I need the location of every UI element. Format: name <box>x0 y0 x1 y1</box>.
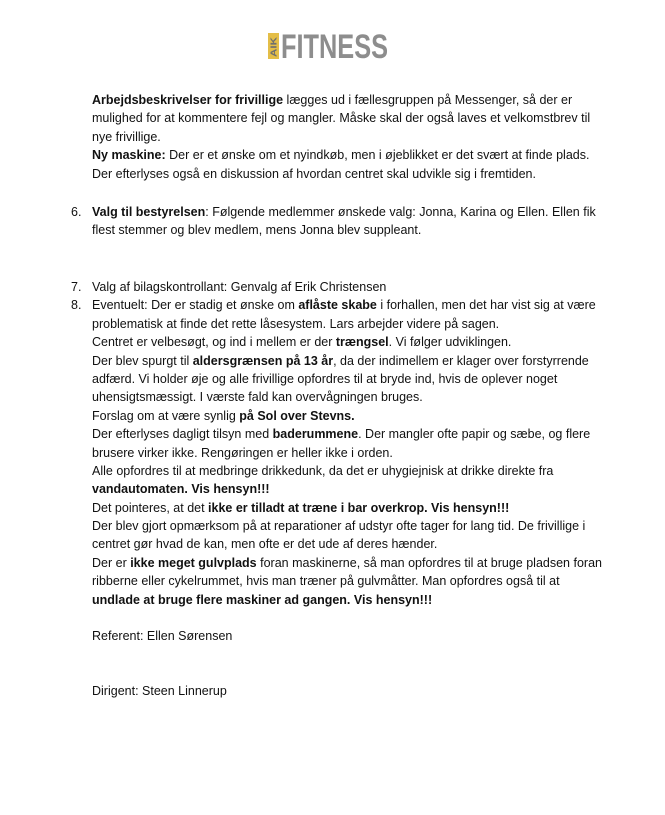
agenda-item-8 <box>71 296 602 609</box>
text-run: ribberne eller cykelrummet, hvis man træner på gulvmåtter. Man opfordres også til at <box>92 574 560 589</box>
bold-text: baderummene <box>272 427 359 442</box>
text-run: Der er <box>92 555 131 570</box>
dirigent-signature <box>92 682 227 700</box>
logo-graphic <box>267 28 391 66</box>
text-line <box>92 221 596 239</box>
text-line <box>92 370 602 388</box>
text-line <box>92 462 602 480</box>
text-run: Der efterlyses dagligt tilsyn med <box>92 427 273 442</box>
text-run: , da der indimellem er klager over forstyrrende <box>333 353 589 368</box>
text-line <box>92 425 602 443</box>
text-line <box>92 535 602 553</box>
text-line <box>92 480 602 498</box>
bold-text: ikke er tilladt at træne i bar overkrop. Vis hensyn!!! <box>208 500 510 515</box>
text-line <box>92 554 602 572</box>
bold-text: ikke meget gulvplads <box>130 555 257 570</box>
referent-signature <box>92 627 232 645</box>
text-run: Alle opfordres til at medbringe drikkedunk, da det er uhygiejnisk at drikke direkte fra <box>92 463 554 478</box>
text-run: : Følgende medlemmer ønskede valg: Jonna, Karina og Ellen. Ellen fik <box>205 205 596 219</box>
bold-text: aldersgrænsen på 13 år <box>192 353 334 368</box>
text-run: Valg af bilagskontrollant: Genvalg af Erik Christensen <box>92 280 387 294</box>
text-line <box>92 296 602 314</box>
bold-text: undlade at bruge flere maskiner ad gangen. Vis hensyn!!! <box>92 592 433 607</box>
bold-text: Arbejdsbeskrivelser for frivillige <box>92 93 284 107</box>
text-line <box>92 165 590 183</box>
text-run: problematisk at finde det rette låsesystem. Lars arbejder videre på sagen. <box>92 316 500 331</box>
text-line <box>92 499 602 517</box>
text-line <box>92 591 602 609</box>
text-run: adfærd. Vi holder øje og alle frivillige opfordres til at bryde ind, hvis de oplever noget <box>92 371 558 386</box>
agenda-item-7 <box>71 278 602 296</box>
intro-paragraph <box>92 91 590 183</box>
text-line <box>92 352 602 370</box>
text-line <box>92 627 232 645</box>
text-run: Eventuelt: Der er stadig et ønske om <box>92 298 299 313</box>
text-run: uhensigtsmæssigt. I værste fald kan overvågningen bruges. <box>92 390 423 405</box>
text-run: Der blev spurgt til <box>92 353 193 368</box>
text-run: foran maskinerne, så man opfordres til at bruge pladsen foran <box>256 555 602 570</box>
text-line <box>92 109 590 127</box>
text-line <box>92 278 602 296</box>
text-run: i forhallen, men det har vist sig at være <box>376 298 596 313</box>
text-run: brusere virker ikke. Rengøringen er heller ikke i orden. <box>92 445 393 460</box>
text-line <box>92 388 602 406</box>
logo-badge-text: AIK <box>268 42 279 57</box>
text-run: Der blev gjort opmærksom på at reparationer af udstyr ofte tager for lang tid. De frivillige i <box>92 519 586 534</box>
referent-text: Referent: Ellen Sørensen <box>92 629 233 643</box>
text-run: flest stemmer og blev medlem, mens Jonna blev suppleant. <box>92 223 422 238</box>
dirigent-text: Dirigent: Steen Linnerup <box>92 684 227 698</box>
text-run: lægges ud i fællesgruppen på Messenger, så der er <box>283 93 573 107</box>
text-line <box>92 91 590 109</box>
text-line <box>92 128 590 146</box>
text-run: . Vi følger udviklingen. <box>388 335 512 350</box>
text-line <box>92 682 227 700</box>
logo-wordmark: FITNESS <box>281 28 388 66</box>
bold-text: Ny maskine: <box>92 148 166 163</box>
text-run: Der efterlyses også en diskussion af hvordan centret skal udvikle sig i fremtiden. <box>92 166 536 181</box>
item-number: 7. <box>71 280 82 294</box>
text-run: Der er et ønske om et nyindkøb, men i øjeblikket er det svært at finde plads. <box>165 148 590 163</box>
bold-text: på Sol over Stevns. <box>239 408 355 423</box>
bold-text: vandautomaten. Vis hensyn!!! <box>92 482 270 497</box>
agenda-list-7-8 <box>71 278 602 609</box>
text-run: Centret er velbesøgt, og ind i mellem er der <box>92 335 336 350</box>
text-line <box>92 572 602 590</box>
text-run: Det pointeres, at det <box>92 500 209 515</box>
item-number: 6. <box>71 205 82 219</box>
text-run: Forslag om at være synlig <box>92 408 240 423</box>
agenda-item-6 <box>71 203 596 240</box>
text-run: nye frivillige. <box>92 129 161 144</box>
text-run: centret gør hvad de kan, men ofte er det ude af deres hænder. <box>92 537 438 552</box>
text-line <box>92 315 602 333</box>
text-line <box>92 407 602 425</box>
text-run: . Der mangler ofte papir og sæbe, og flere <box>358 427 591 442</box>
text-line <box>92 146 590 164</box>
text-line <box>92 517 602 535</box>
text-line <box>92 333 602 351</box>
bold-text: aflåste skabe <box>298 298 377 313</box>
bold-text: Valg til bestyrelsen <box>92 205 206 219</box>
bold-text: trængsel <box>335 335 389 350</box>
text-run: mulighed for at kommentere fejl og mangler. Måske skal der også laves et velkomstbrev til <box>92 111 591 126</box>
agenda-list-6 <box>71 203 596 240</box>
aik-fitness-logo <box>267 28 391 66</box>
item-number: 8. <box>71 298 82 313</box>
text-line <box>92 444 602 462</box>
text-line <box>92 203 596 221</box>
